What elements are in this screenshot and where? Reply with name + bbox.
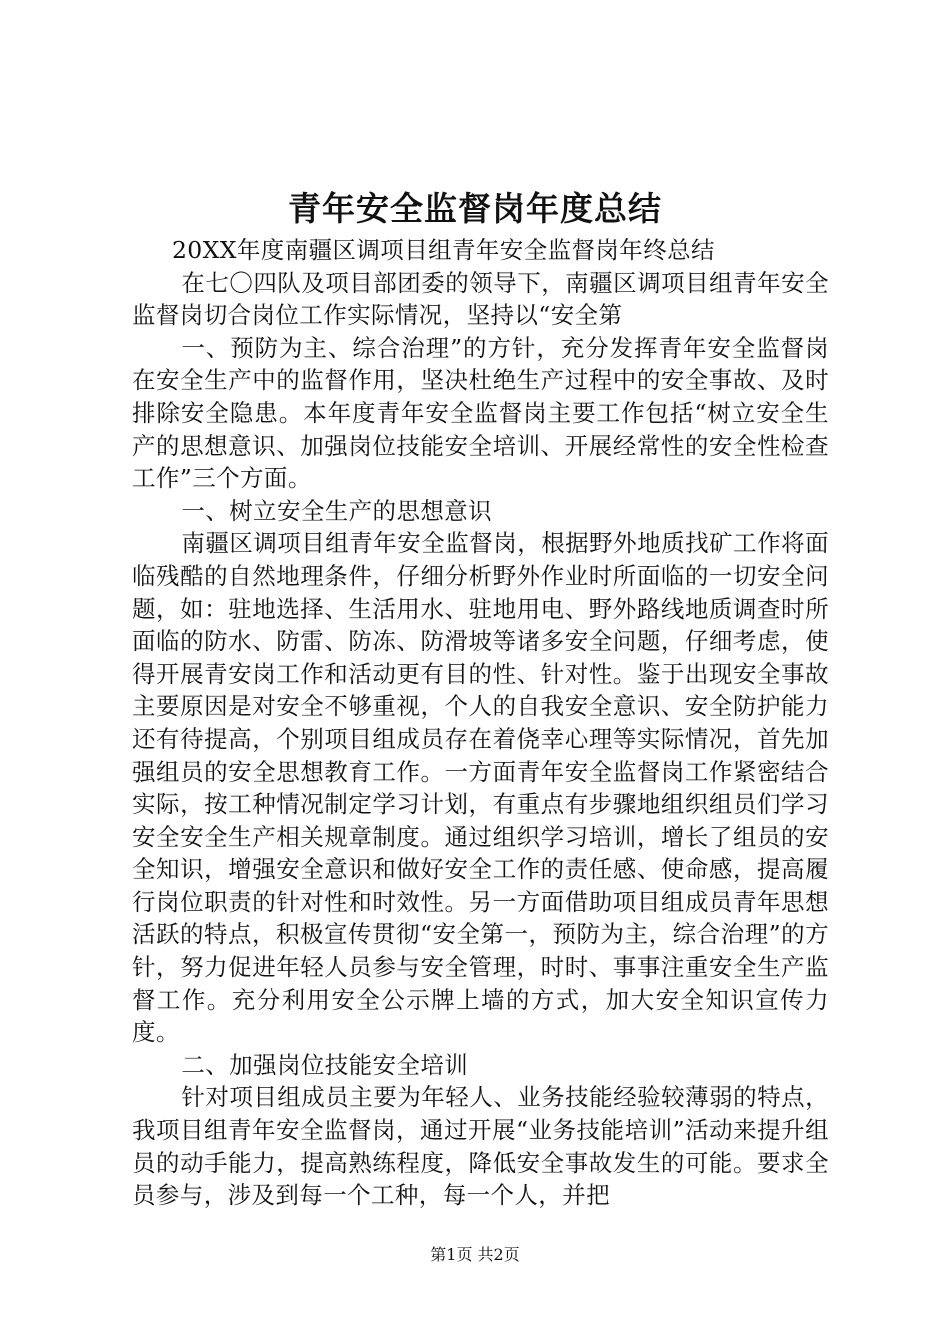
paragraph-policy: 一、预防为主、综合治理”的方针，充分发挥青年安全监督岗在安全生产中的监督作用，坚决杜绝生产过程中的安全事故、及时排除安全隐患。本年度青年安全监督岗主要工作包括“树立安全生产的思想意识、加强岗位技能安全培训、开展经常性的安全性检查工作”三个方面。 xyxy=(132,333,829,493)
section-heading-1: 一、树立安全生产的思想意识 xyxy=(181,496,493,525)
paragraph-intro: 在七〇四队及项目部团委的领导下，南疆区调项目组青年安全监督岗切合岗位工作实际情况，坚持以“安全第 xyxy=(132,268,829,330)
paragraph-section-1: 南疆区调项目组青年安全监督岗，根据野外地质找矿工作将面临残酷的自然地理条件，仔细分析野外作业时所面临的一切安全问题，如：驻地选择、生活用水、驻地用电、野外路线地质调查时所面临的防水、防雷、防冻、防滑坡等诸多安全问题，仔细考虑，使得开展青安岗工作和活动更有目的性、针对性。鉴于出现安全事故主要原因是对安全不够重视，个人的自我安全意识、安全防护能力还有待提高，个别项目组成员存在着侥幸心理等实际情况，首先加强组员的安全思想教育工作。一方面青年安全监督岗工作紧密结合实际，按工种情况制定学习计划，有重点有步骤地组织组员们学习安全安全生产相关规章制度。通过组织学习培训，增长了组员的安全知识，增强安全意识和做好安全工作的责任感、使命感，提高履行岗位职责的针对性和时效性。另一方面借助项目组成员青年思想活跃的特点，积极宣传贯彻“安全第一，预防为主，综合治理”的方针，努力促进年轻人员参与安全管理，时时、事事注重安全生产监督工作。充分利用安全公示牌上墙的方式，加大安全知识宣传力度。 xyxy=(132,529,829,1047)
document-body xyxy=(132,234,829,1212)
document-title: 青年安全监督岗年度总结 xyxy=(288,189,662,228)
section-heading-2: 二、加强岗位技能安全培训 xyxy=(181,1050,469,1079)
paragraph-section-2: 针对项目组成员主要为年轻人、业务技能经验较薄弱的特点，我项目组青年安全监督岗，通过开展“业务技能培训”活动来提升组员的动手能力，提高熟练程度，降低安全事故发生的可能。要求全员参与，涉及到每一个工种，每一个人，并把 xyxy=(132,1083,829,1210)
paragraph-subtitle: 20XX年度南疆区调项目组青年安全监督岗年终总结 xyxy=(171,236,715,264)
page-number-footer: 第1页 共2页 xyxy=(430,1245,520,1264)
